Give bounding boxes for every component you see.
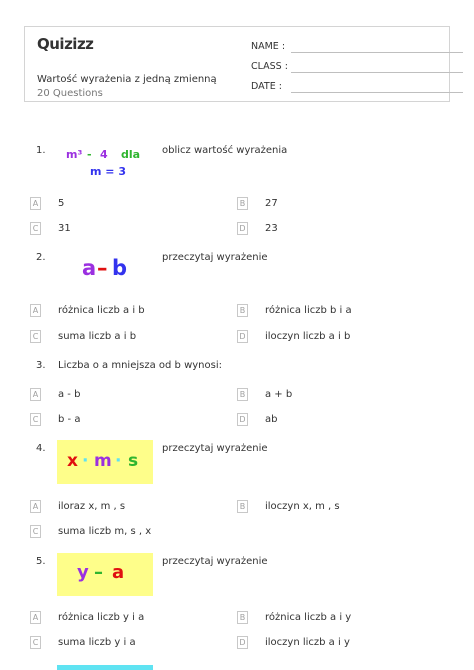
q2-option-b[interactable]: różnica liczb b i a <box>265 305 352 316</box>
class-label: CLASS : <box>251 61 288 72</box>
q4-option-b[interactable]: iloczyn x, m , s <box>265 501 340 512</box>
q2-option-c[interactable]: suma liczb a i b <box>58 331 137 342</box>
q4-option-c-box[interactable]: C <box>30 525 41 538</box>
class-field[interactable] <box>251 61 288 72</box>
q2-option-b-box[interactable]: B <box>237 304 248 317</box>
q1-option-d[interactable]: 23 <box>265 223 278 234</box>
q1-option-a-box[interactable]: A <box>30 197 41 210</box>
q1-four: 4 <box>100 148 108 161</box>
date-field[interactable] <box>251 81 282 92</box>
q1-dla: dla <box>121 148 141 161</box>
question-count: 20 Questions <box>37 88 103 99</box>
question-5-text: przeczytaj wyrażenie <box>162 556 268 567</box>
q4-x: x <box>67 451 78 471</box>
q1-option-b-box[interactable]: B <box>237 197 248 210</box>
q1-minus: - <box>87 148 92 161</box>
class-line <box>291 72 463 73</box>
q1-option-c[interactable]: 31 <box>58 223 71 234</box>
q2-minus: – <box>97 256 108 280</box>
question-6-image-partial <box>57 665 153 670</box>
question-1-number: 1. <box>36 145 46 156</box>
q5-a: a <box>112 562 125 583</box>
q1-m-equals-3: m = 3 <box>90 165 126 178</box>
q2-option-c-box[interactable]: C <box>30 330 41 343</box>
q3-option-a[interactable]: a - b <box>58 389 81 400</box>
q2-b: b <box>112 256 128 280</box>
question-3-number: 3. <box>36 360 46 371</box>
q4-dot-2: · <box>115 451 122 471</box>
q1-option-c-box[interactable]: C <box>30 222 41 235</box>
q3-option-d-box[interactable]: D <box>237 413 248 426</box>
q3-option-b-box[interactable]: B <box>237 388 248 401</box>
q3-option-c-box[interactable]: C <box>30 413 41 426</box>
q5-option-a[interactable]: różnica liczb y i a <box>58 612 145 623</box>
q5-minus: – <box>94 562 103 583</box>
date-label: DATE : <box>251 81 282 92</box>
q4-s: s <box>128 451 139 471</box>
q1-option-a[interactable]: 5 <box>58 198 65 209</box>
q2-option-d[interactable]: iloczyn liczb a i b <box>265 331 351 342</box>
q5-y: y <box>77 562 89 583</box>
question-3-text: Liczba o a mniejsza od b wynosi: <box>58 360 222 371</box>
q5-option-c[interactable]: suma liczb y i a <box>58 637 136 648</box>
question-5-number: 5. <box>36 556 46 567</box>
q4-option-b-box[interactable]: B <box>237 500 248 513</box>
date-line <box>291 92 463 93</box>
q3-option-b[interactable]: a + b <box>265 389 293 400</box>
question-1-image <box>62 144 152 182</box>
q4-option-a-box[interactable]: A <box>30 500 41 513</box>
q4-dot-1: · <box>82 451 89 471</box>
q3-option-d[interactable]: ab <box>265 414 278 425</box>
q2-a: a <box>82 256 97 280</box>
question-2-number: 2. <box>36 252 46 263</box>
q5-option-b-box[interactable]: B <box>237 611 248 624</box>
q5-option-a-box[interactable]: A <box>30 611 41 624</box>
quizizz-logo: Quizizz <box>37 35 94 53</box>
q4-option-c[interactable]: suma liczb m, s , x <box>58 526 152 537</box>
q5-option-c-box[interactable]: C <box>30 636 41 649</box>
q2-option-a[interactable]: różnica liczb a i b <box>58 305 145 316</box>
q5-option-b[interactable]: różnica liczb a i y <box>265 612 352 623</box>
question-4-number: 4. <box>36 443 46 454</box>
q5-option-d-box[interactable]: D <box>237 636 248 649</box>
q4-option-a[interactable]: iloraz x, m , s <box>58 501 126 512</box>
q1-option-d-box[interactable]: D <box>237 222 248 235</box>
question-4-text: przeczytaj wyrażenie <box>162 443 268 454</box>
worksheet-title: Wartość wyrażenia z jedną zmienną <box>37 74 217 85</box>
worksheet-header <box>24 26 450 102</box>
q2-option-d-box[interactable]: D <box>237 330 248 343</box>
name-label: NAME : <box>251 41 286 52</box>
question-2-text: przeczytaj wyrażenie <box>162 252 268 263</box>
question-4-image <box>57 440 153 484</box>
question-5-image <box>57 553 153 596</box>
q3-option-a-box[interactable]: A <box>30 388 41 401</box>
name-field[interactable] <box>251 41 285 52</box>
q1-m-cubed: m³ <box>66 148 83 161</box>
q4-m: m <box>94 451 112 471</box>
name-line <box>291 52 463 53</box>
q2-option-a-box[interactable]: A <box>30 304 41 317</box>
q3-option-c[interactable]: b - a <box>58 414 81 425</box>
q5-option-d[interactable]: iloczyn liczb a i y <box>265 637 350 648</box>
q1-option-b[interactable]: 27 <box>265 198 278 209</box>
question-2-image <box>62 252 152 288</box>
question-1-text: oblicz wartość wyrażenia <box>162 145 288 156</box>
